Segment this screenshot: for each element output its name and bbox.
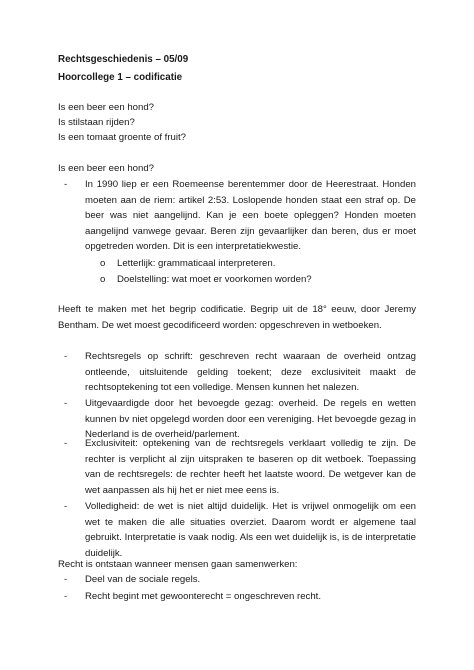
bullet-dash: - <box>64 179 68 190</box>
bullet-dash: - <box>64 574 68 585</box>
paragraph-codificatie: Heeft te maken met het begrip codificatie. Begrip uit de 18° eeuw, door Jeremy Bentham. De wet moest gecodificeerd worden: opgeschreven in wetboeken. <box>58 304 416 331</box>
bullet-text: Uitgevaardigde door het bevoegde gezag: overheid. De regels en wetten kunnen bv niet opgelegd worden door een vereniging. Het bevoegde gezag in Nederland is de overheid/parlement. <box>85 398 416 441</box>
bullet-text: Deel van de sociale regels. <box>85 574 201 585</box>
bullet-text: Volledigheid: de wet is niet altijd duidelijk. Het is vrijwel onmogelijk om een wet te maken die alle situaties overziet. Daarom wordt er algemene taal gebruikt. Interpretatie is vaak nodig. Als een wet duidelijk is, is de interpretatie duidelijk. <box>85 501 416 559</box>
bullet-text: Rechtsregels op schrift: geschreven recht waaraan de overheid ontzag ontleende, uitsluitende gelding toekent; deze exclusiviteit maakt de rechtsoptekening tot een volledige. Mensen kunnen het nalezen. <box>85 351 416 394</box>
bullet-text: In 1990 liep er een Roemeense berentemmer door de Heerestraat. Honden moeten aan de riem: artikel 2:53. Loslopende honden staat een straf op. De beer was niet aangelijnd. Kan je een boete opleggen? Honden moeten aangelijnd vanwege gevaar. Beren zijn gevaarlijker dan beren, dus er moet opgetreden worden. Dit is een interpretatiekwestie. <box>85 179 416 253</box>
paragraph-closing: Recht is ontstaan wanneer mensen gaan samenwerken: <box>58 559 298 570</box>
sub-bullet-text: Letterlijk: grammaticaal interpreteren. <box>117 258 276 269</box>
question-1: Is een beer een hond? <box>58 102 155 113</box>
bullet-dash: - <box>64 501 68 512</box>
list-item <box>64 572 416 588</box>
question-3: Is een tomaat groente of fruit? <box>58 132 186 143</box>
sub-list-item <box>100 256 275 272</box>
sub-bullet-text: Doelstelling: wat moet er voorkomen worden? <box>117 274 312 285</box>
sub-bullet-marker: o <box>100 258 106 269</box>
bullet-dash: - <box>64 398 68 409</box>
list-item <box>64 589 416 605</box>
list-item <box>64 177 416 255</box>
document-subtitle: Hoorcollege 1 – codificatie <box>58 72 183 83</box>
bullet-text: Exclusiviteit: optekening van de rechtsregels verklaart volledig te zijn. De rechter is verplicht al zijn uitspraken te baseren op dit wetboek. Toepassing van de rechtsregels: de rechter heeft het laatste woord. De wetgever kan de wet aanpassen als hij het er niet mee eens is. <box>85 438 416 496</box>
sub-list-item <box>100 272 312 288</box>
bullet-text: Recht begint met gewoonterecht = ongeschreven recht. <box>85 591 321 602</box>
list-item <box>64 436 416 498</box>
bullet-dash: - <box>64 351 68 362</box>
document-title: Rechtsgeschiedenis – 05/09 <box>58 54 189 65</box>
list-item <box>64 499 416 561</box>
section-heading: Is een beer een hond? <box>58 163 155 174</box>
list-item <box>64 349 416 396</box>
bullet-dash: - <box>64 438 68 449</box>
bullet-dash: - <box>64 591 68 602</box>
sub-bullet-marker: o <box>100 274 106 285</box>
question-2: Is stilstaan rijden? <box>58 117 135 128</box>
